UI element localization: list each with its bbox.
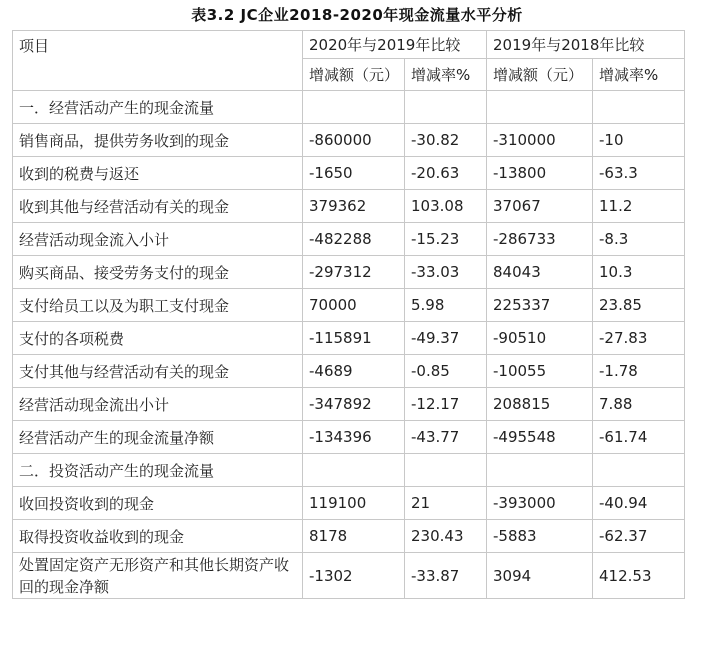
table-row [13,421,685,454]
amount-2019-vs-2018: 3094 [487,553,593,599]
header-row-1 [13,31,685,59]
header-amount-1: 增减额（元） [303,59,405,91]
rate-2020-vs-2019: -15.23 [405,223,487,256]
amount-2019-vs-2018: -393000 [487,487,593,520]
header-rate-1: 增减率% [405,59,487,91]
table-row [13,553,685,599]
rate-2020-vs-2019: -33.03 [405,256,487,289]
rate-2019-vs-2018: -10 [593,124,685,157]
rate-2019-vs-2018: -27.83 [593,322,685,355]
amount-2019-vs-2018: -13800 [487,157,593,190]
row-label: 经营活动产生的现金流量净额 [13,421,303,454]
row-label: 收到其他与经营活动有关的现金 [13,190,303,223]
amount-2019-vs-2018: -5883 [487,520,593,553]
amount-2020-vs-2019: 119100 [303,487,405,520]
table-row [13,91,685,124]
rate-2020-vs-2019: 5.98 [405,289,487,322]
amount-2019-vs-2018 [487,91,593,124]
row-label: 支付其他与经营活动有关的现金 [13,355,303,388]
rate-2019-vs-2018: 7.88 [593,388,685,421]
amount-2019-vs-2018 [487,454,593,487]
header-item: 项目 [13,31,303,91]
table-row [13,388,685,421]
rate-2020-vs-2019: -49.37 [405,322,487,355]
amount-2020-vs-2019: -1302 [303,553,405,599]
amount-2020-vs-2019: -297312 [303,256,405,289]
amount-2020-vs-2019: -4689 [303,355,405,388]
header-rate-2: 增减率% [593,59,685,91]
amount-2020-vs-2019 [303,454,405,487]
amount-2019-vs-2018: 225337 [487,289,593,322]
table-row [13,322,685,355]
rate-2019-vs-2018: -63.3 [593,157,685,190]
table-row [13,454,685,487]
amount-2019-vs-2018: 37067 [487,190,593,223]
rate-2020-vs-2019: -20.63 [405,157,487,190]
row-label: 处置固定资产无形资产和其他长期资产收回的现金净额 [13,553,303,599]
rate-2019-vs-2018 [593,91,685,124]
rate-2020-vs-2019: 230.43 [405,520,487,553]
row-label: 经营活动现金流出小计 [13,388,303,421]
amount-2019-vs-2018: 84043 [487,256,593,289]
header-amount-2: 增减额（元） [487,59,593,91]
amount-2020-vs-2019 [303,91,405,124]
rate-2020-vs-2019: -30.82 [405,124,487,157]
rate-2020-vs-2019: -12.17 [405,388,487,421]
table-row [13,223,685,256]
amount-2020-vs-2019: 379362 [303,190,405,223]
table-row [13,355,685,388]
amount-2020-vs-2019: -1650 [303,157,405,190]
row-label: 收到的税费与返还 [13,157,303,190]
amount-2020-vs-2019: 8178 [303,520,405,553]
table-row [13,520,685,553]
amount-2019-vs-2018: -310000 [487,124,593,157]
table-row [13,157,685,190]
cash-flow-table [12,30,685,599]
amount-2020-vs-2019: 70000 [303,289,405,322]
rate-2019-vs-2018: 10.3 [593,256,685,289]
table-row [13,124,685,157]
amount-2020-vs-2019: -482288 [303,223,405,256]
amount-2020-vs-2019: -347892 [303,388,405,421]
rate-2019-vs-2018: -1.78 [593,355,685,388]
rate-2019-vs-2018: -40.94 [593,487,685,520]
table-row [13,190,685,223]
row-label: 购买商品、接受劳务支付的现金 [13,256,303,289]
rate-2020-vs-2019: -43.77 [405,421,487,454]
amount-2019-vs-2018: -90510 [487,322,593,355]
table-row [13,289,685,322]
amount-2020-vs-2019: -860000 [303,124,405,157]
row-label: 取得投资收益收到的现金 [13,520,303,553]
amount-2019-vs-2018: 208815 [487,388,593,421]
table-title: 表3.2 JC企业2018-2020年现金流量水平分析 [191,6,523,24]
rate-2019-vs-2018: 412.53 [593,553,685,599]
rate-2019-vs-2018: -8.3 [593,223,685,256]
rate-2020-vs-2019: -33.87 [405,553,487,599]
row-label: 收回投资收到的现金 [13,487,303,520]
row-label: 销售商品，提供劳务收到的现金 [13,124,303,157]
amount-2020-vs-2019: -134396 [303,421,405,454]
row-label: 一．经营活动产生的现金流量 [13,91,303,124]
amount-2019-vs-2018: -495548 [487,421,593,454]
rate-2019-vs-2018: -61.74 [593,421,685,454]
rate-2020-vs-2019 [405,91,487,124]
table-row [13,487,685,520]
rate-2019-vs-2018: 23.85 [593,289,685,322]
row-label: 经营活动现金流入小计 [13,223,303,256]
row-label: 支付的各项税费 [13,322,303,355]
table-row [13,256,685,289]
row-label: 支付给员工以及为职工支付现金 [13,289,303,322]
amount-2020-vs-2019: -115891 [303,322,405,355]
rate-2019-vs-2018 [593,454,685,487]
rate-2020-vs-2019 [405,454,487,487]
amount-2019-vs-2018: -10055 [487,355,593,388]
row-label: 二．投资活动产生的现金流量 [13,454,303,487]
amount-2019-vs-2018: -286733 [487,223,593,256]
rate-2020-vs-2019: 103.08 [405,190,487,223]
rate-2020-vs-2019: 21 [405,487,487,520]
header-group-2019-vs-2018: 2019年与2018年比较 [487,31,685,59]
rate-2019-vs-2018: 11.2 [593,190,685,223]
header-group-2020-vs-2019: 2020年与2019年比较 [303,31,487,59]
rate-2019-vs-2018: -62.37 [593,520,685,553]
rate-2020-vs-2019: -0.85 [405,355,487,388]
